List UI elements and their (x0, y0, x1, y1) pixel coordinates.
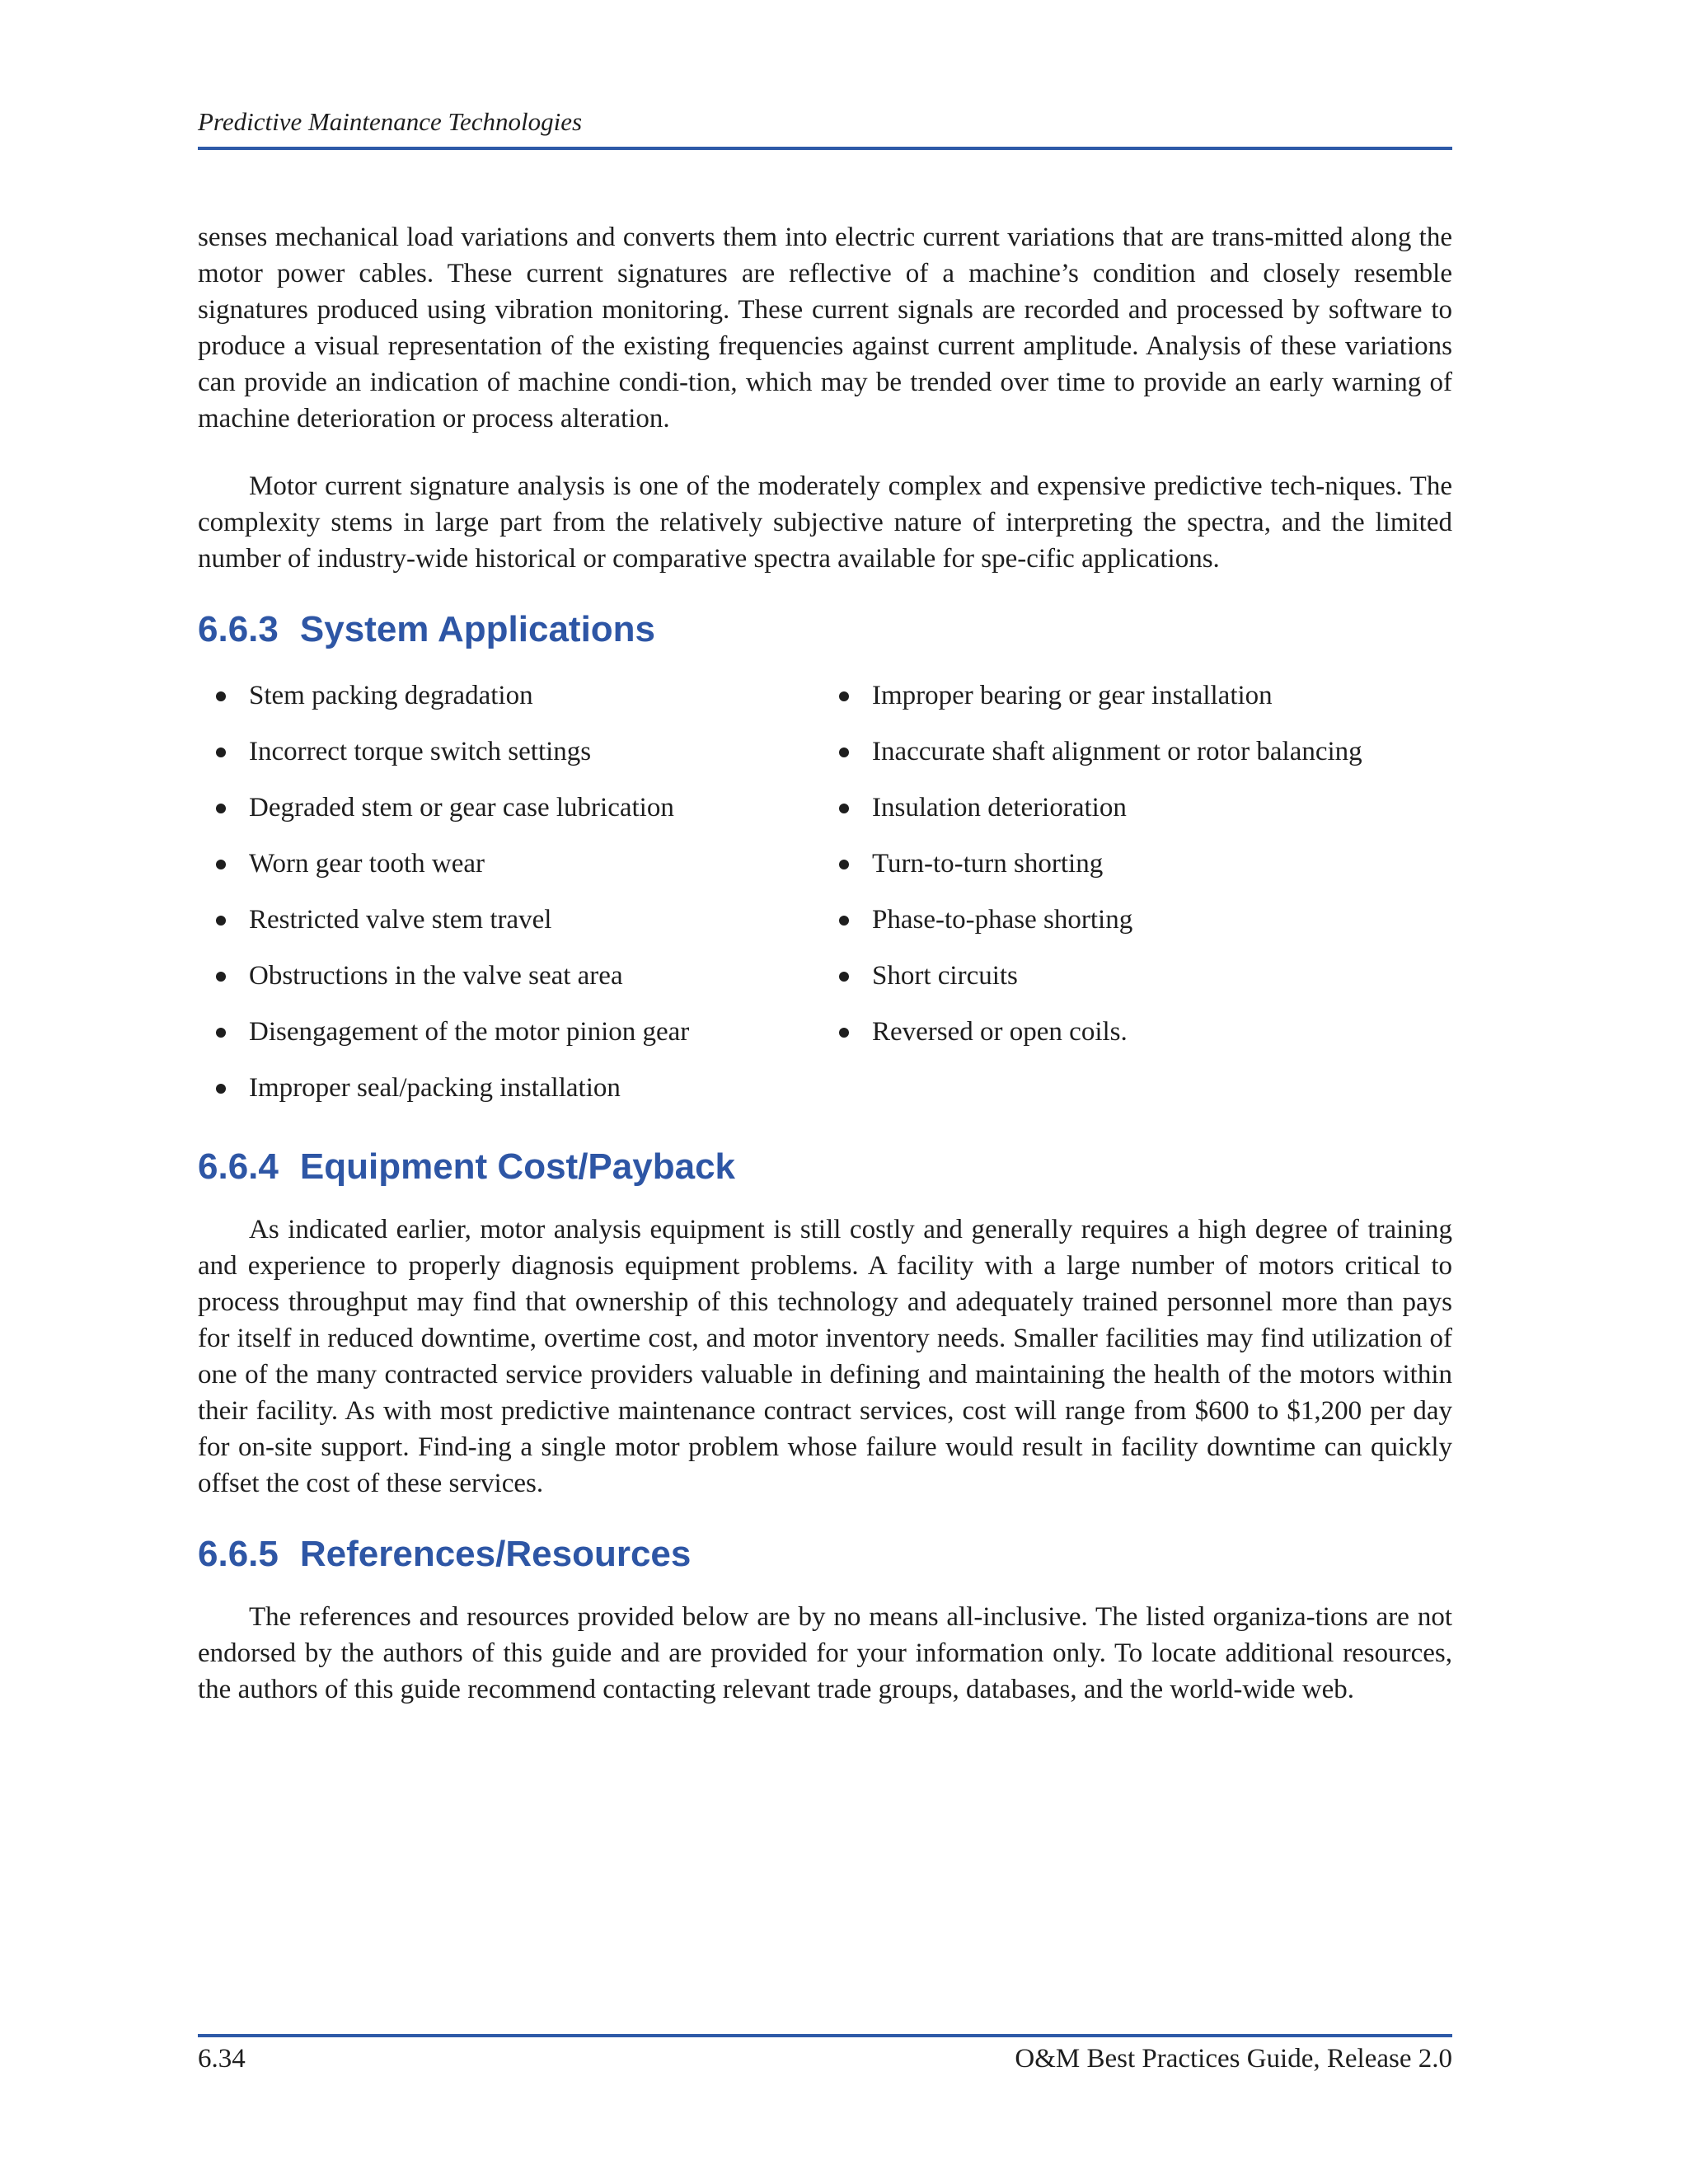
bullet-icon (216, 804, 226, 813)
bullet-icon (216, 1028, 226, 1038)
list-item: Turn-to-turn shorting (821, 846, 1452, 902)
running-header: Predictive Maintenance Technologies (198, 107, 583, 136)
list-item: Improper bearing or gear installation (821, 677, 1452, 733)
page-content (198, 219, 1452, 1708)
section-number: 6.6.3 (198, 609, 279, 649)
bullet-icon (216, 916, 226, 926)
list-item: Short circuits (821, 958, 1452, 1014)
list-item: Stem packing degradation (198, 677, 821, 733)
bullet-icon (216, 748, 226, 757)
complexity-paragraph: Motor current signature analysis is one of the moderately complex and expensive predictive tech-niques. The complexity stems in large part from the relatively subjective nature of interpreting the spectra, and the limited number of industry-wide historical or comparative spectra available for spe-cific applications. (198, 471, 1452, 574)
section-title: Equipment Cost/Payback (299, 1146, 736, 1187)
list-item: Disengagement of the motor pinion gear (198, 1014, 821, 1070)
bullet-icon (839, 748, 849, 757)
list-item: Worn gear tooth wear (198, 846, 821, 902)
section-heading-equipment-cost (198, 1144, 1452, 1190)
bullet-icon (216, 972, 226, 982)
applications-bullet-list (198, 677, 1452, 1126)
cost-paragraph: As indicated earlier, motor analysis equipment is still costly and generally requires a high degree of training and experience to properly diagnosis equipment problems. A facility with a large number of motors critical to process throughput may find that ownership of this technology and adequately trained personnel more than pays for itself in reduced downtime, overtime cost, and motor inventory needs. Smaller facilities may find utilization of one of the many contracted service providers valuable in defining and maintaining the health of the motors within their facility. As with most predictive maintenance contract services, cost will range from $600 to $1,200 per day for on-site support. Find-ing a single motor problem whose failure would result in facility downtime can quickly offset the cost of these services. (198, 1215, 1452, 1498)
bullet-icon (839, 916, 849, 926)
bullet-icon (839, 1028, 849, 1038)
bullet-icon (839, 804, 849, 813)
header-rule (198, 147, 1452, 150)
bullet-icon (839, 691, 849, 701)
bullet-column-left (198, 677, 821, 1126)
section-heading-references (198, 1531, 1452, 1577)
section-heading-system-applications (198, 607, 1452, 653)
footer-rule (198, 2034, 1452, 2037)
list-item: Inaccurate shaft alignment or rotor balancing (821, 733, 1452, 790)
bullet-icon (216, 691, 226, 701)
bullet-icon (839, 860, 849, 869)
bullet-column-right (821, 677, 1452, 1126)
bullet-icon (839, 972, 849, 982)
list-item: Incorrect torque switch settings (198, 733, 821, 790)
section-number: 6.6.5 (198, 1534, 279, 1574)
list-item: Phase-to-phase shorting (821, 902, 1452, 958)
bullet-icon (216, 860, 226, 869)
list-item: Insulation deterioration (821, 790, 1452, 846)
list-item: Degraded stem or gear case lubrication (198, 790, 821, 846)
intro-paragraph: senses mechanical load variations and converts them into electric current variations that are trans-mitted along the motor power cables. These current signatures are reflective of a machine’s condition and closely resemble signatures produced using vibration monitoring. These current signals are recorded and processed by software to produce a visual representation of the existing frequencies against current amplitude. Analysis of these variations can provide an indication of machine condi-tion, which may be trended over time to provide an early warning of machine deterioration or process alteration. (198, 223, 1452, 434)
list-item: Obstructions in the valve seat area (198, 958, 821, 1014)
bullet-icon (216, 1084, 226, 1094)
publication-title: O&M Best Practices Guide, Release 2.0 (1015, 2044, 1452, 2074)
list-item: Reversed or open coils. (821, 1014, 1452, 1070)
list-item: Restricted valve stem travel (198, 902, 821, 958)
page-number: 6.34 (198, 2044, 246, 2074)
list-item: Improper seal/packing installation (198, 1070, 821, 1126)
section-title: References/Resources (299, 1534, 692, 1574)
section-number: 6.6.4 (198, 1146, 279, 1187)
references-paragraph: The references and resources provided below are by no means all-inclusive. The listed organiza-tions are not endorsed by the authors of this guide and are provided for your information only. To locate additional resources, the authors of this guide recommend contacting relevant trade groups, databases, and the world-wide web. (198, 1602, 1452, 1704)
section-title: System Applications (299, 609, 656, 649)
